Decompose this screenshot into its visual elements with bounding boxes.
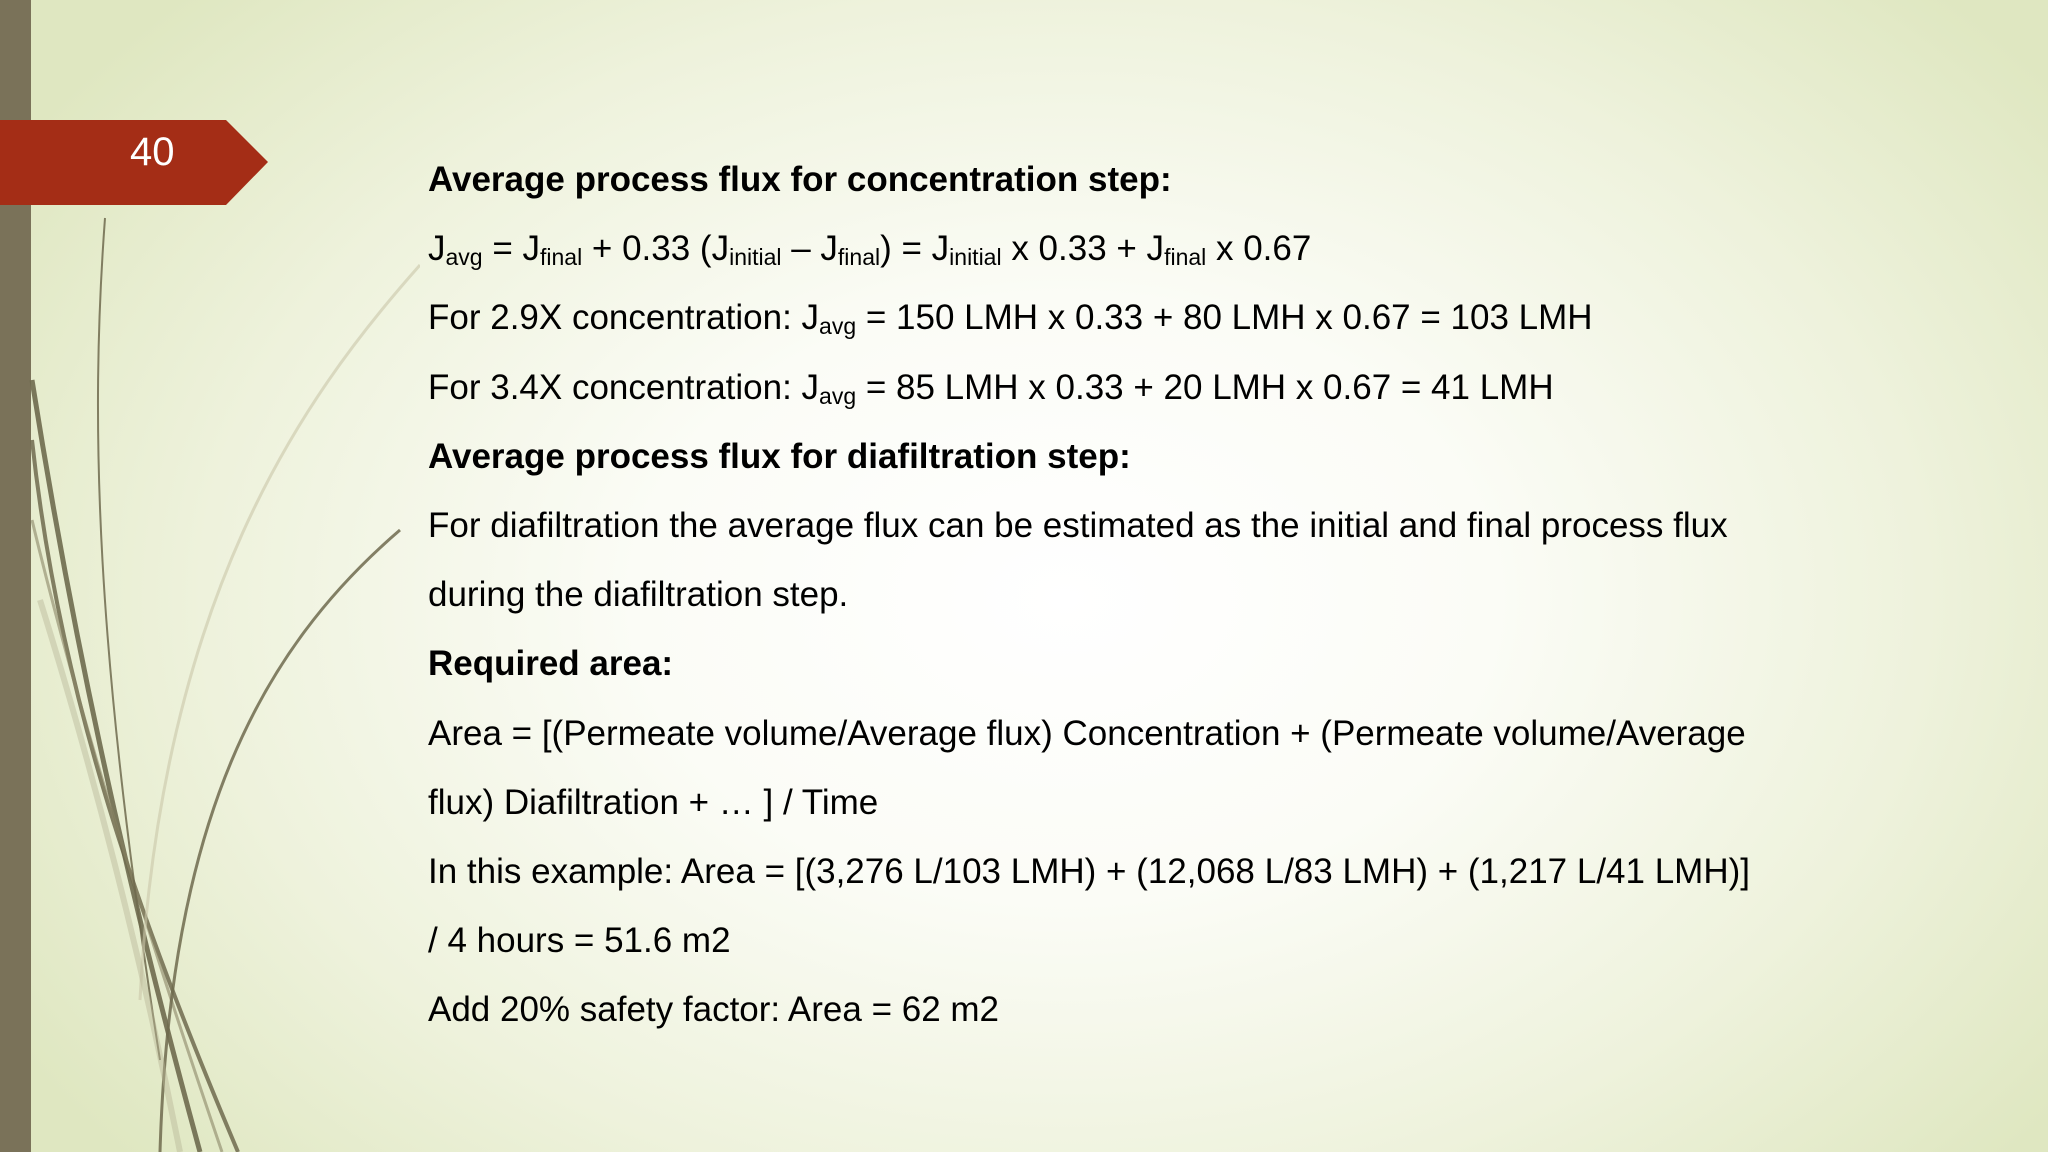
heading-concentration-flux: Average process flux for concentration step: <box>428 160 1172 199</box>
example-line-1: In this example: Area = [(3,276 L/103 LMH) + (12,068 L/83 LMH) + (1,217 L/41 LMH)] <box>428 851 1750 891</box>
slide-number: 40 <box>130 130 175 174</box>
formula-text: x 0.33 + J <box>1001 229 1165 269</box>
subscript-initial: initial <box>729 244 782 271</box>
example-line-2: / 4 hours = 51.6 m2 <box>428 921 731 961</box>
formula-text: – J <box>781 229 838 269</box>
formula-text: x 0.67 <box>1206 229 1312 269</box>
line-text: = 150 LMH x 0.33 + 80 LMH x 0.67 = 103 LMH <box>856 298 1593 338</box>
area-formula-line-1: Area = [(Permeate volume/Average flux) Concentration + (Permeate volume/Average <box>428 713 1746 753</box>
heading-required-area: Required area: <box>428 644 674 684</box>
area-formula-line-2: flux) Diafiltration + … ] / Time <box>428 782 879 822</box>
formula-text: J <box>428 229 446 269</box>
line-text: For 2.9X concentration: J <box>428 298 820 338</box>
concentration-3-4x-line <box>428 353 1928 422</box>
line-text: = 85 LMH x 0.33 + 20 LMH x 0.67 = 41 LMH <box>856 367 1554 407</box>
line-text: For 3.4X concentration: J <box>428 367 820 407</box>
subscript-final: final <box>539 244 583 271</box>
formula-text: + 0.33 (J <box>582 229 730 269</box>
safety-factor-line: Add 20% safety factor: Area = 62 m2 <box>428 990 1000 1030</box>
subscript-final: final <box>837 244 881 271</box>
subscript-avg: avg <box>445 244 483 271</box>
slide-body <box>428 145 1928 1044</box>
subscript-final: final <box>1164 244 1207 271</box>
flux-formula-line <box>428 214 1928 283</box>
formula-text: = J <box>482 229 540 269</box>
subscript-initial: initial <box>949 244 1002 271</box>
subscript-avg: avg <box>819 382 857 409</box>
heading-diafiltration-flux: Average process flux for diafiltration step: <box>428 436 1131 476</box>
diafiltration-text-line-1: For diafiltration the average flux can be estimated as the initial and final process flux <box>428 505 1728 545</box>
formula-text: ) = J <box>880 229 950 269</box>
subscript-avg: avg <box>819 313 857 340</box>
concentration-2-9x-line <box>428 283 1928 352</box>
diafiltration-text-line-2: during the diafiltration step. <box>428 575 849 615</box>
